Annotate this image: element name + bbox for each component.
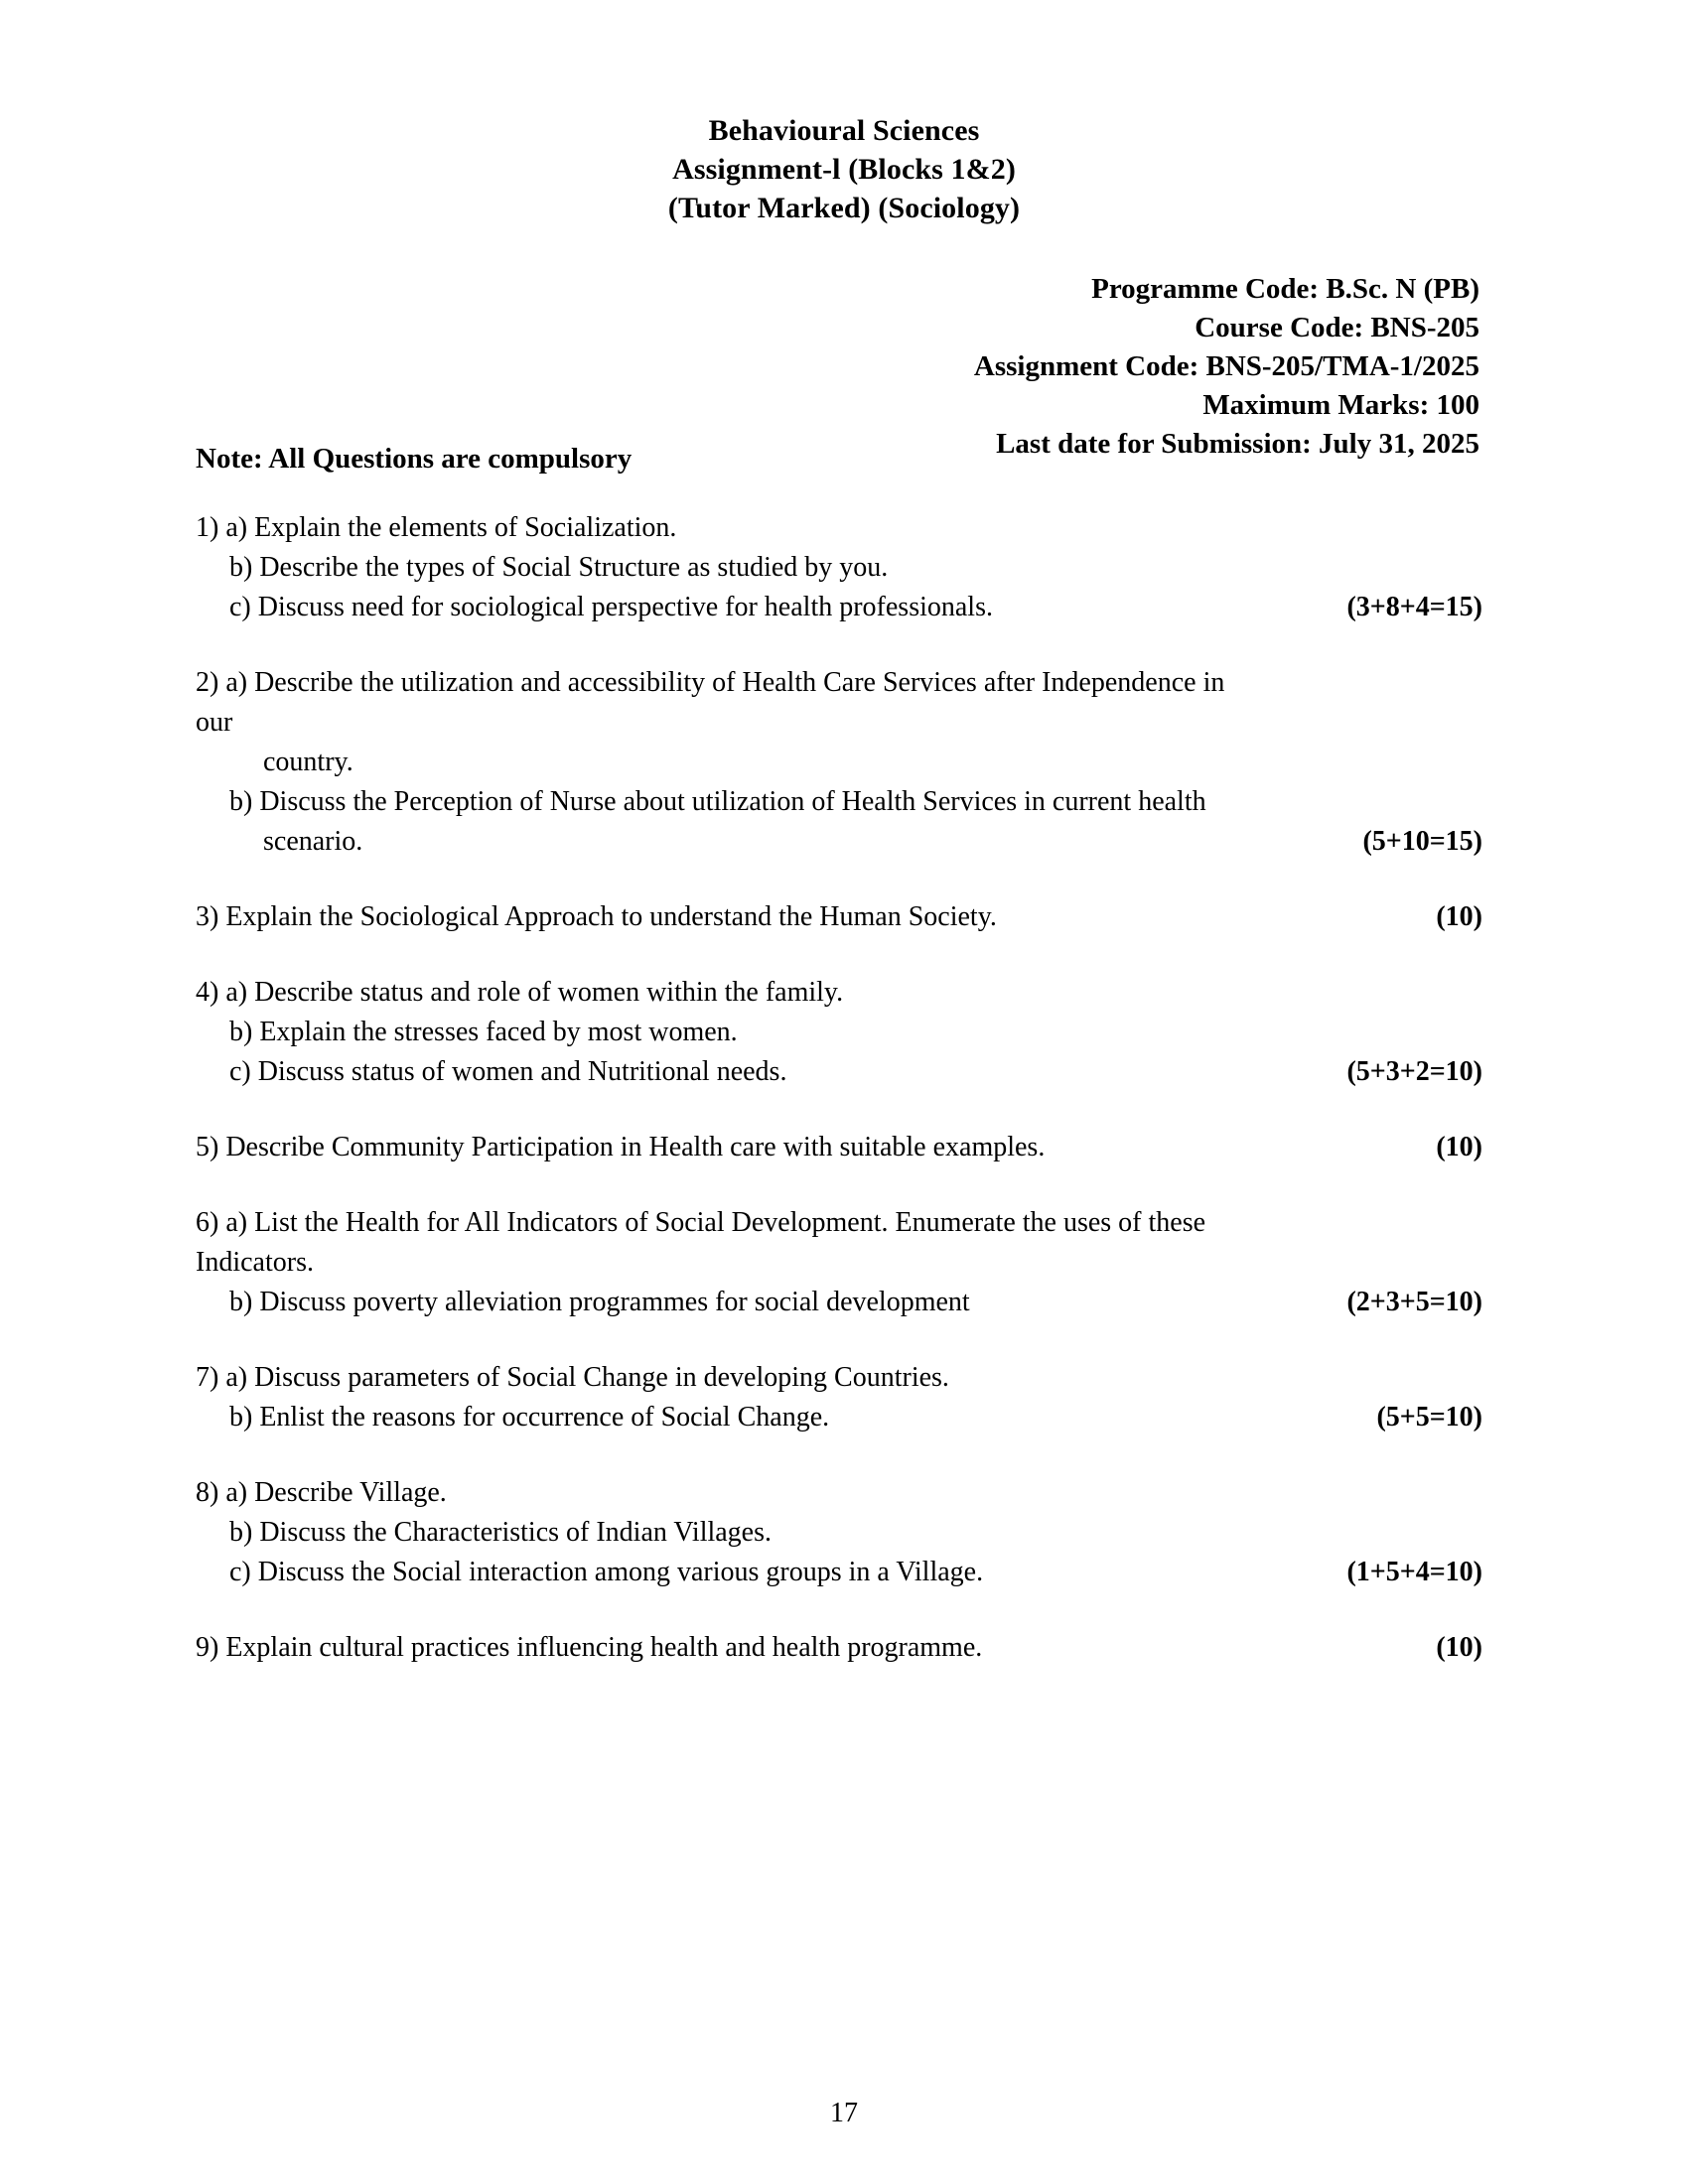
question-text: 9) Explain cultural practices influencing health and health programme. (196, 1632, 983, 1663)
question-line (196, 508, 1482, 548)
title-line-1: Behavioural Sciences (708, 114, 980, 147)
questions-list (196, 508, 1482, 1704)
question-text: b) Discuss poverty alleviation programmes for social development (229, 1287, 970, 1317)
question-marks: (1+5+4=10) (1346, 1557, 1482, 1587)
question-line (196, 897, 1482, 937)
question-line (196, 1473, 1482, 1513)
question-line (196, 1013, 1482, 1052)
question-line (196, 1052, 1482, 1092)
document-title-block (0, 111, 1688, 227)
question-text: 4) a) Describe status and role of women within the family. (196, 977, 844, 1008)
question-line (196, 663, 1482, 743)
question-text: b) Discuss the Characteristics of Indian Villages. (229, 1517, 772, 1548)
question-marks: (3+8+4=15) (1346, 592, 1482, 622)
question-item (196, 1628, 1482, 1668)
question-text: 5) Describe Community Participation in Health care with suitable examples. (196, 1132, 1046, 1162)
question-item (196, 508, 1482, 627)
question-text: b) Enlist the reasons for occurrence of Social Change. (229, 1402, 830, 1433)
meta-assignment-code: Assignment Code: BNS-205/TMA-1/2025 (973, 350, 1479, 382)
question-marks: (10) (1436, 901, 1482, 932)
question-marks: (10) (1436, 1632, 1482, 1663)
question-line (196, 1358, 1482, 1398)
question-text: b) Explain the stresses faced by most women. (229, 1017, 738, 1047)
question-text: c) Discuss status of women and Nutritional needs. (229, 1056, 787, 1087)
question-line (196, 1513, 1482, 1553)
question-line (196, 1203, 1482, 1283)
title-line-2: Assignment-l (Blocks 1&2) (672, 153, 1016, 186)
question-text: 8) a) Describe Village. (196, 1477, 447, 1508)
meta-last-date: Last date for Submission: July 31, 2025 (996, 428, 1479, 460)
meta-maximum-marks: Maximum Marks: 100 (1202, 389, 1479, 421)
question-marks: (5+5=10) (1376, 1402, 1482, 1433)
question-line (196, 743, 1482, 782)
question-text: 2) a) Describe the utilization and accessibility of Health Care Services after Independence in our (196, 667, 1225, 738)
question-line (196, 1128, 1482, 1167)
question-item (196, 1358, 1482, 1437)
question-item (196, 1128, 1482, 1167)
question-line (196, 1553, 1482, 1592)
question-item (196, 897, 1482, 937)
question-text: 1) a) Explain the elements of Socialization. (196, 512, 677, 543)
question-line (196, 973, 1482, 1013)
question-line (196, 822, 1482, 862)
question-item (196, 1203, 1482, 1322)
question-line (196, 588, 1482, 627)
question-line (196, 548, 1482, 588)
question-text: 6) a) List the Health for All Indicators of Social Development. Enumerate the uses of these Indicators. (196, 1207, 1206, 1278)
question-item (196, 663, 1482, 862)
question-item (196, 973, 1482, 1092)
question-marks: (5+10=15) (1362, 826, 1482, 857)
question-line (196, 1628, 1482, 1668)
question-text: c) Discuss need for sociological perspective for health professionals. (229, 592, 993, 622)
question-line (196, 1283, 1482, 1322)
question-marks: (10) (1436, 1132, 1482, 1162)
question-text: country. (263, 747, 353, 777)
meta-programme-code: Programme Code: B.Sc. N (PB) (1091, 273, 1479, 305)
page-number: 17 (830, 2098, 858, 2128)
question-text: scenario. (263, 826, 363, 857)
question-line (196, 1398, 1482, 1437)
question-marks: (5+3+2=10) (1346, 1056, 1482, 1087)
compulsory-note: Note: All Questions are compulsory (196, 443, 633, 475)
title-line-3: (Tutor Marked) (Sociology) (667, 192, 1021, 224)
question-text: 7) a) Discuss parameters of Social Change in developing Countries. (196, 1362, 949, 1393)
question-text: 3) Explain the Sociological Approach to understand the Human Society. (196, 901, 997, 932)
question-item (196, 1473, 1482, 1592)
question-text: b) Discuss the Perception of Nurse about utilization of Health Services in current health (229, 786, 1206, 817)
question-text: b) Describe the types of Social Structure as studied by you. (229, 552, 889, 583)
meta-course-code: Course Code: BNS-205 (1195, 312, 1479, 343)
question-marks: (2+3+5=10) (1346, 1287, 1482, 1317)
assignment-meta-block (974, 270, 1479, 464)
question-line (196, 782, 1482, 822)
question-text: c) Discuss the Social interaction among various groups in a Village. (229, 1557, 984, 1587)
